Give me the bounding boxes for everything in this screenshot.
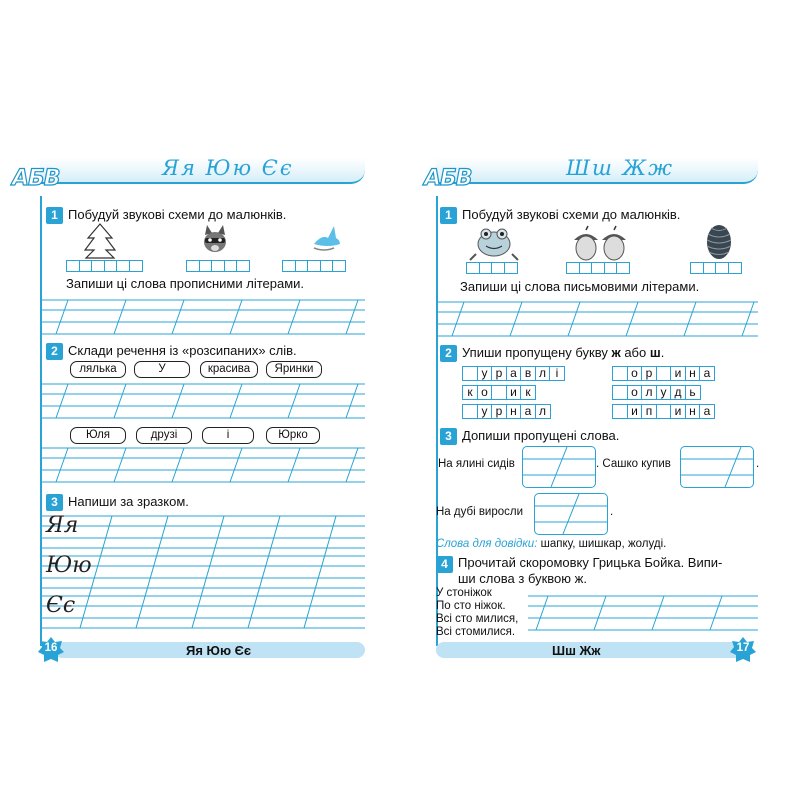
word-puzzle-5[interactable] [612, 385, 699, 400]
letter-cell: к [520, 385, 536, 400]
word-puzzle-2[interactable] [462, 385, 535, 400]
letter-cell: п [641, 404, 657, 419]
letter-cell: л [535, 366, 551, 381]
word-card[interactable]: Яринки [266, 361, 322, 378]
task-number: 3 [46, 494, 63, 511]
letter-cell: і [549, 366, 565, 381]
tree-icon [82, 222, 118, 260]
hint-line [436, 538, 666, 550]
letter-cell: ь [685, 385, 701, 400]
word-puzzle-1[interactable] [462, 366, 564, 381]
abc-logo: АБВ [12, 166, 60, 191]
task-text [462, 345, 664, 360]
letter-cell: а [699, 404, 715, 419]
acorns-icon [570, 224, 632, 264]
word-card[interactable]: лялька [70, 361, 126, 378]
or-text: або [624, 345, 647, 360]
sentence-part: . Сашко купив [596, 458, 671, 470]
page-number-badge [38, 637, 64, 663]
letter-cell: р [641, 366, 657, 381]
poem-line: У стоніжок [436, 587, 492, 599]
answer-field-lines [535, 494, 607, 534]
word-card[interactable]: У [134, 361, 190, 378]
letter-sh: ш [649, 345, 661, 360]
poem-line: По сто ніжок. [436, 600, 506, 612]
letter-cell: н [685, 366, 701, 381]
word-puzzle-3[interactable] [462, 404, 549, 419]
page-number-badge [730, 637, 756, 663]
letter-cell: у [477, 366, 493, 381]
right-page [400, 0, 800, 800]
writing-lines[interactable] [436, 296, 758, 342]
script-sample: Юю [46, 553, 92, 578]
page-number: 16 [44, 642, 58, 654]
margin-line [436, 196, 438, 646]
script-sample: Єє [46, 593, 76, 618]
task-number: 2 [440, 345, 457, 362]
poem-line: Всі сто милися, [436, 613, 519, 625]
answer-field-1[interactable] [522, 446, 596, 488]
sentence-part: На ялині сидів [438, 458, 515, 470]
page-number: 17 [736, 642, 750, 654]
letter-cell: р [491, 404, 507, 419]
sentence-end: . [756, 458, 760, 470]
task2-prompt: Упиши пропущену букву [462, 345, 608, 360]
task-text: Побудуй звукові схеми до малюнків. [68, 207, 287, 222]
letter-cell: л [641, 385, 657, 400]
word-card[interactable]: Юля [70, 427, 126, 444]
sound-scheme-2[interactable] [566, 262, 629, 274]
task-number: 4 [436, 556, 453, 573]
letter-cell: и [670, 366, 686, 381]
word-puzzle-4[interactable] [612, 366, 714, 381]
hint-label: Слова для довідки: [436, 538, 538, 550]
word-puzzle-6[interactable] [612, 404, 714, 419]
letter-cell: р [491, 366, 507, 381]
sentence-end: . [610, 506, 614, 518]
letter-zh: ж [611, 345, 621, 360]
raccoon-icon [198, 222, 232, 258]
letter-cell: а [699, 366, 715, 381]
task-number: 2 [46, 343, 63, 360]
task-text: Запиши ці слова прописними літерами. [66, 276, 305, 291]
task-text: Напиши за зразком. [68, 494, 189, 509]
task-text: Побудуй звукові схеми до малюнків. [462, 207, 681, 222]
prompt-period: . [660, 345, 665, 360]
writing-lines[interactable] [40, 378, 365, 424]
task-text: Склади речення із «розсипаних» слів. [68, 343, 297, 358]
task-text: Допиши пропущені слова. [462, 428, 620, 443]
sentence-part: На дубі виросли [436, 506, 524, 518]
writing-lines[interactable] [528, 590, 758, 636]
page-title: Шш Жж [566, 156, 674, 180]
answer-field-3[interactable] [534, 493, 608, 535]
task-text: ши слова з буквою ж. [458, 571, 587, 586]
letter-cell: о [627, 385, 643, 400]
poem-line: Всі стомилися. [436, 626, 516, 638]
letter-cell: н [685, 404, 701, 419]
script-sample: Яя [46, 513, 79, 538]
hint-words: шапку, шишкар, жолуді. [537, 538, 667, 550]
letter-cell: в [520, 366, 536, 381]
task-number: 3 [440, 428, 457, 445]
abc-logo: АБВ [424, 166, 472, 191]
writing-lines[interactable] [40, 442, 365, 488]
word-card[interactable]: друзі [136, 427, 192, 444]
sound-scheme-1[interactable] [466, 262, 516, 274]
letter-cell: и [627, 404, 643, 419]
sound-scheme-3[interactable] [282, 260, 345, 272]
letter-cell: к [462, 385, 478, 400]
footer-text: Яя Юю Єє [186, 643, 252, 658]
letter-cell: а [520, 404, 536, 419]
word-card[interactable]: Юрко [266, 427, 320, 444]
task-text: Запиши ці слова письмовими літерами. [460, 279, 700, 294]
pinecone-icon [702, 220, 736, 262]
letter-cell: д [670, 385, 686, 400]
letter-cell: л [535, 404, 551, 419]
letter-cell: у [656, 385, 672, 400]
letter-cell: о [477, 385, 493, 400]
letter-cell: н [506, 404, 522, 419]
letter-cell: у [477, 404, 493, 419]
footer-text: Шш Жж [552, 643, 601, 658]
letter-cell: и [670, 404, 686, 419]
answer-field-lines [681, 447, 753, 487]
letter-cell: о [627, 366, 643, 381]
bird-icon [310, 222, 344, 254]
task-number: 1 [46, 207, 63, 224]
sound-scheme-2[interactable] [186, 260, 249, 272]
answer-field-2[interactable] [680, 446, 754, 488]
word-card[interactable]: красива [200, 361, 258, 378]
letter-cell: и [506, 385, 522, 400]
task-number: 1 [440, 207, 457, 224]
answer-field-lines [523, 447, 595, 487]
sound-scheme-3[interactable] [690, 262, 740, 274]
frog-icon [468, 224, 520, 264]
sound-scheme-1[interactable] [66, 260, 141, 272]
task-text: Прочитай скоромовку Грицька Бойка. Випи- [458, 555, 723, 570]
letter-cell: а [506, 366, 522, 381]
word-card[interactable]: і [202, 427, 254, 444]
page-title: Яя Юю Єє [162, 156, 294, 180]
writing-lines[interactable] [40, 294, 365, 340]
